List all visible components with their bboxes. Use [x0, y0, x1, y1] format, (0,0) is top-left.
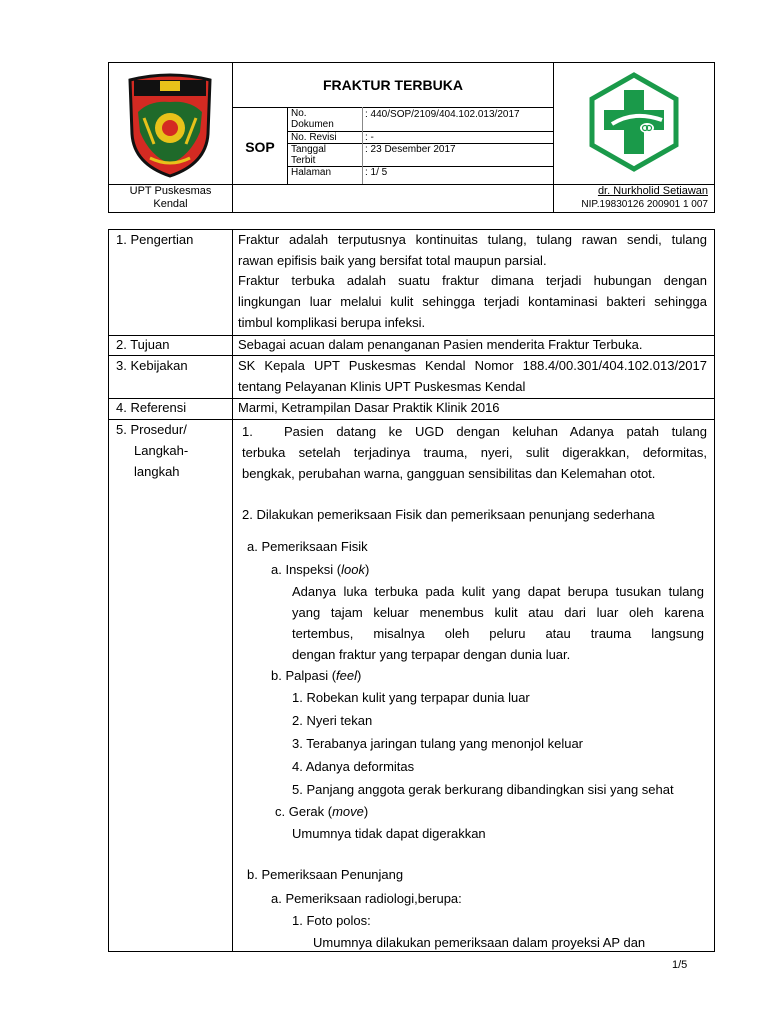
puskesmas-logo [584, 72, 684, 172]
gerak-prefix: c. Gerak ( [275, 804, 333, 819]
tujuan-text: Sebagai acuan dalam penanganan Pasien menderita Fraktur Terbuka. [238, 337, 643, 352]
org-name-line2: Kendal [153, 198, 188, 210]
referensi-label: 4. Referensi [116, 400, 187, 415]
meta-value-halaman: : 1/ 5 [365, 167, 388, 178]
kebijakan-line-1: SK Kepala UPT Puskesmas Kendal Nomor 188.4/00.301/404.102.013/2017 [238, 358, 707, 373]
inspeksi-em: look [341, 562, 365, 577]
palpasi-item-5: 5. Panjang anggota gerak berkurang dibandingkan sisi yang sehat [292, 782, 674, 797]
prosedur-label-line-3: langkah [134, 464, 180, 479]
prosedur-label-line-2: Langkah- [134, 443, 189, 458]
kendal-emblem-logo [120, 72, 220, 178]
inspeksi-heading [271, 562, 369, 578]
step1-number: 1. [242, 424, 253, 439]
palpasi-heading [271, 668, 361, 684]
pengertian-line-3: Fraktur terbuka adalah suatu fraktur dimana terjadi hubungan dengan [238, 273, 707, 288]
pengertian-line-5: timbul komplikasi berupa infeksi. [238, 315, 426, 330]
palpasi-item-4: 4. Adanya deformitas [292, 759, 415, 774]
palpasi-item-3: 3. Terabanya jaringan tulang yang menonjol keluar [292, 736, 584, 751]
page-number: 1/5 [672, 959, 688, 971]
radiologi-heading: a. Pemeriksaan radiologi,berupa: [271, 891, 462, 906]
pemeriksaan-penunjang-heading: b. Pemeriksaan Penunjang [247, 867, 404, 882]
org-name-line1: UPT Puskesmas [129, 185, 212, 197]
kebijakan-label: 3. Kebijakan [116, 358, 188, 373]
step1-line-3: bengkak, perubahan warna, gangguan sensibilitas dan Kelemahan otot. [242, 466, 656, 481]
meta-value-tanggal: : 23 Desember 2017 [365, 144, 456, 155]
step1-line-1: Pasien datang ke UGD dengan keluhan Adanya patah tulang [284, 424, 707, 439]
meta-label-tanggal: Tanggal Terbit [291, 144, 327, 166]
foto-polos-heading: 1. Foto polos: [292, 913, 371, 928]
pengertian-line-1: Fraktur adalah terputusnya kontinuitas tulang, tulang rawan sendi, tulang [238, 232, 707, 247]
meta-label-no-revisi: No. Revisi [291, 132, 337, 143]
prosedur-label-line-1: 5. Prosedur/ [116, 422, 187, 437]
pengertian-label: 1. Pengertian [116, 232, 194, 247]
palpasi-suffix: ) [357, 668, 362, 683]
inspeksi-line-1: Adanya luka terbuka pada kulit yang dapat berupa tusukan tulang [292, 584, 704, 599]
tujuan-label: 2. Tujuan [116, 337, 170, 352]
gerak-em: move [332, 804, 364, 819]
kebijakan-line-2: tentang Pelayanan Klinis UPT Puskesmas Kendal [238, 379, 526, 394]
referensi-text: Marmi, Ketrampilan Dasar Praktik Klinik 2016 [238, 400, 500, 415]
foto-polos-text: Umumnya dilakukan pemeriksaan dalam proyeksi AP dan [313, 935, 646, 950]
meta-value-no-dokumen: : 440/SOP/2109/404.102.013/2017 [365, 109, 520, 120]
inspeksi-suffix: ) [364, 562, 370, 577]
gerak-text: Umumnya tidak dapat digerakkan [292, 826, 486, 841]
inspeksi-line-2: yang tajam keluar menembus kulit atau dari luar oleh karena [292, 605, 704, 620]
pengertian-line-4: lingkungan luar melalui kulit sehingga terjadi kontaminasi bakteri sehingga [238, 294, 707, 309]
palpasi-em: feel [336, 668, 358, 683]
pengertian-line-2: rawan epifisis baik yang bersifat total maupun parsial. [238, 253, 547, 268]
inspeksi-prefix: a. Inspeksi ( [271, 562, 342, 577]
gerak-heading [275, 804, 368, 820]
meta-label-no-dokumen: No. Dokumen [291, 108, 334, 130]
inspeksi-line-3: tertembus, misalnya oleh peluru atau trauma langsung [292, 626, 704, 641]
pemeriksaan-fisik-heading: a. Pemeriksaan Fisik [247, 539, 368, 554]
step1-line-2: terbuka setelah terjadinya trauma, nyeri, sulit digerakkan, deformitas, [242, 445, 707, 460]
step2-text: 2. Dilakukan pemeriksaan Fisik dan pemeriksaan penunjang sederhana [242, 507, 655, 522]
header-title: FRAKTUR TERBUKA [323, 77, 463, 93]
gerak-suffix: ) [363, 804, 369, 819]
palpasi-item-1: 1. Robekan kulit yang terpapar dunia luar [292, 690, 530, 705]
meta-label-halaman: Halaman [291, 167, 332, 178]
meta-value-no-revisi: : - [365, 132, 374, 143]
signer-name: dr. Nurkholid Setiawan [597, 185, 708, 197]
signer-nip: NIP.19830126 200901 1 007 [581, 199, 708, 210]
palpasi-prefix: b. Palpasi ( [271, 668, 337, 683]
inspeksi-line-4: dengan fraktur yang terpapar dengan dunia luar. [292, 647, 571, 662]
palpasi-item-2: 2. Nyeri tekan [292, 713, 373, 728]
sop-label: SOP [245, 139, 275, 155]
